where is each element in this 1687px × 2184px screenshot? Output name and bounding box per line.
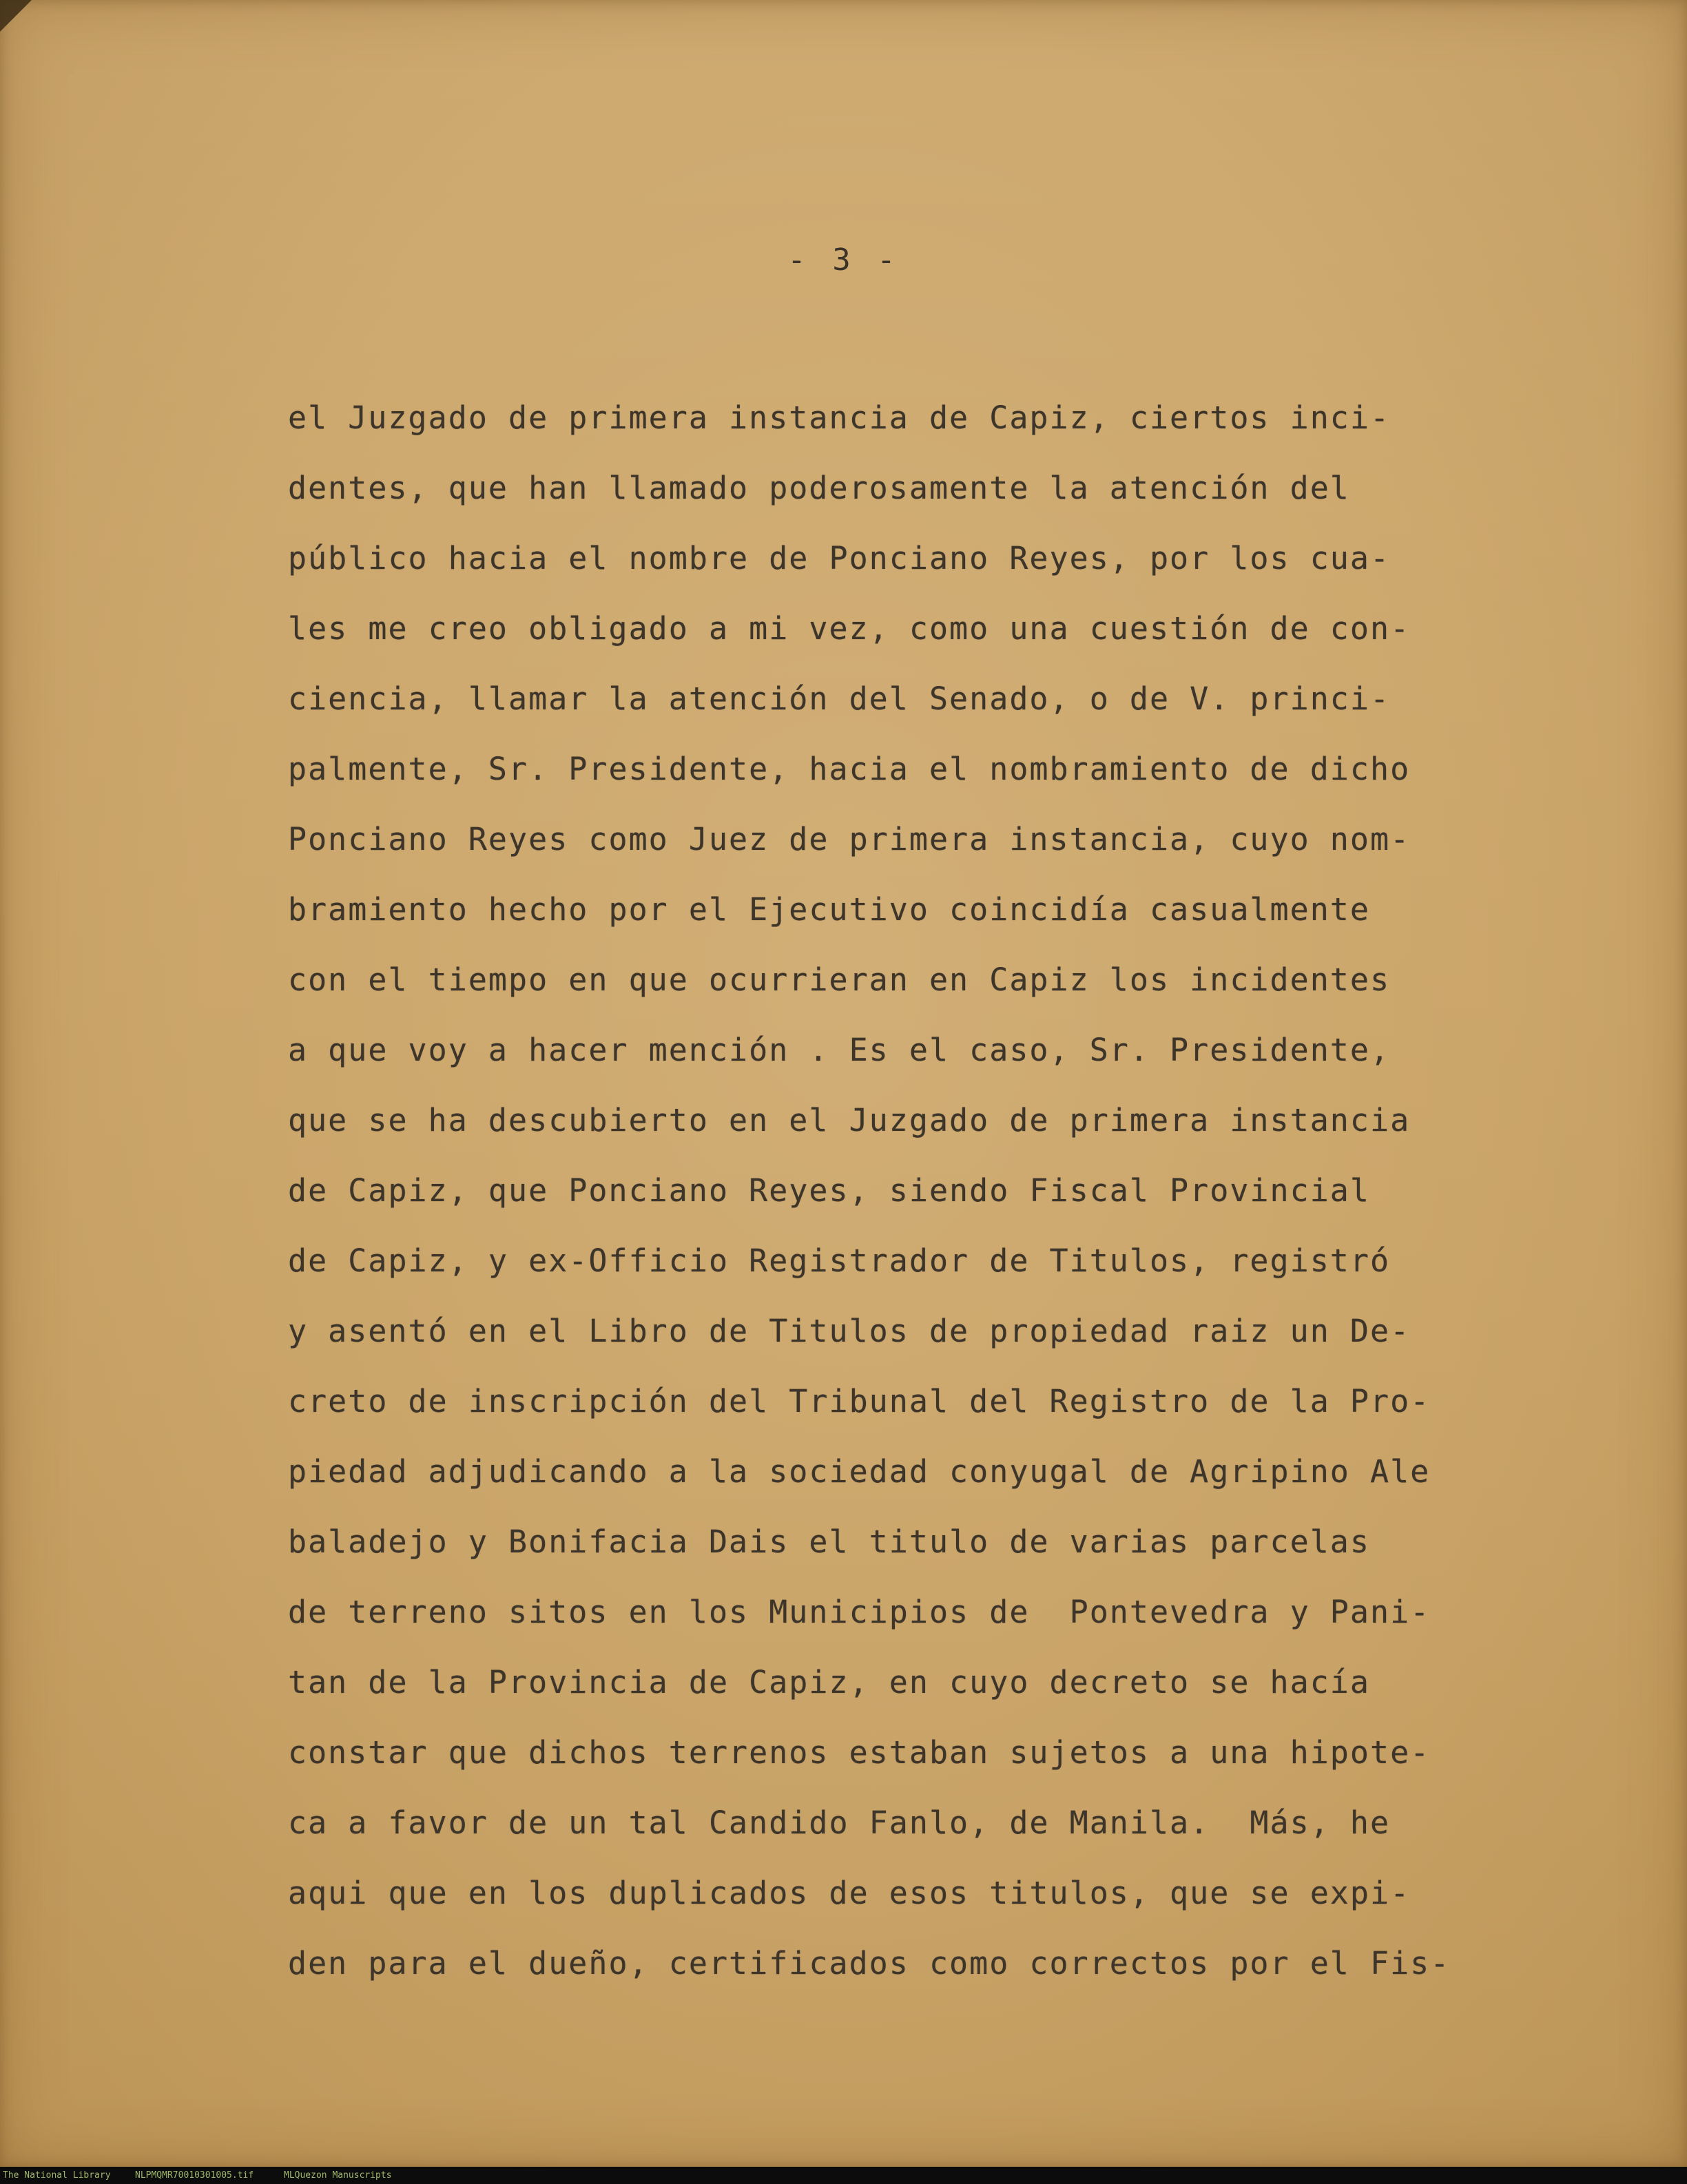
text-line: tan de la Provincia de Capiz, en cuyo decreto se hacía: [288, 1664, 1370, 1701]
text-line: de Capiz, que Ponciano Reyes, siendo Fiscal Provincial: [288, 1172, 1370, 1209]
text-line: bramiento hecho por el Ejecutivo coincidía casualmente: [288, 891, 1370, 928]
text-line: aqui que en los duplicados de esos titulos, que se expi-: [288, 1875, 1411, 1911]
folded-corner: [0, 0, 32, 32]
page-number: - 3 -: [787, 242, 900, 278]
text-line: el Juzgado de primera instancia de Capiz, ciertos inci-: [288, 399, 1391, 436]
text-line: dentes, que han llamado poderosamente la atención del: [288, 470, 1350, 506]
text-line: y asentó en el Libro de Titulos de propiedad raiz un De-: [288, 1313, 1411, 1349]
scan-footer-bar: [0, 2167, 1687, 2184]
text-line: con el tiempo en que ocurrieran en Capiz los incidentes: [288, 961, 1391, 998]
text-line: a que voy a hacer mención . Es el caso, Sr. Presidente,: [288, 1032, 1391, 1068]
text-line: de Capiz, y ex-Officio Registrador de Titulos, registró: [288, 1242, 1391, 1279]
footer-library: The National Library: [3, 2170, 111, 2181]
text-line: baladejo y Bonifacia Dais el titulo de varias parcelas: [288, 1523, 1370, 1560]
text-line: constar que dichos terrenos estaban sujetos a una hipote-: [288, 1734, 1431, 1771]
text-line: les me creo obligado a mi vez, como una cuestión de con-: [288, 610, 1411, 647]
text-line: ca a favor de un tal Candido Fanlo, de Manila. Más, he: [288, 1805, 1391, 1841]
text-line: de terreno sitos en los Municipios de Pontevedra y Pani-: [288, 1594, 1431, 1630]
text-line: creto de inscripción del Tribunal del Registro de la Pro-: [288, 1383, 1431, 1419]
typed-text-body: [288, 383, 1597, 1999]
text-line: den para el dueño, certificados como correctos por el Fis-: [288, 1945, 1451, 1982]
text-line: que se ha descubierto en el Juzgado de primera instancia: [288, 1102, 1411, 1138]
text-line: ciencia, llamar la atención del Senado, o de V. princi-: [288, 680, 1391, 717]
footer-filename: NLPMQMR70010301005.tif: [135, 2170, 254, 2181]
text-line: palmente, Sr. Presidente, hacia el nombramiento de dicho: [288, 751, 1411, 787]
text-line: Ponciano Reyes como Juez de primera instancia, cuyo nom-: [288, 821, 1411, 857]
text-line: piedad adjudicando a la sociedad conyugal de Agripino Ale: [288, 1453, 1431, 1490]
text-line: público hacia el nombre de Ponciano Reyes, por los cua-: [288, 540, 1391, 576]
footer-collection: MLQuezon Manuscripts: [284, 2170, 392, 2181]
